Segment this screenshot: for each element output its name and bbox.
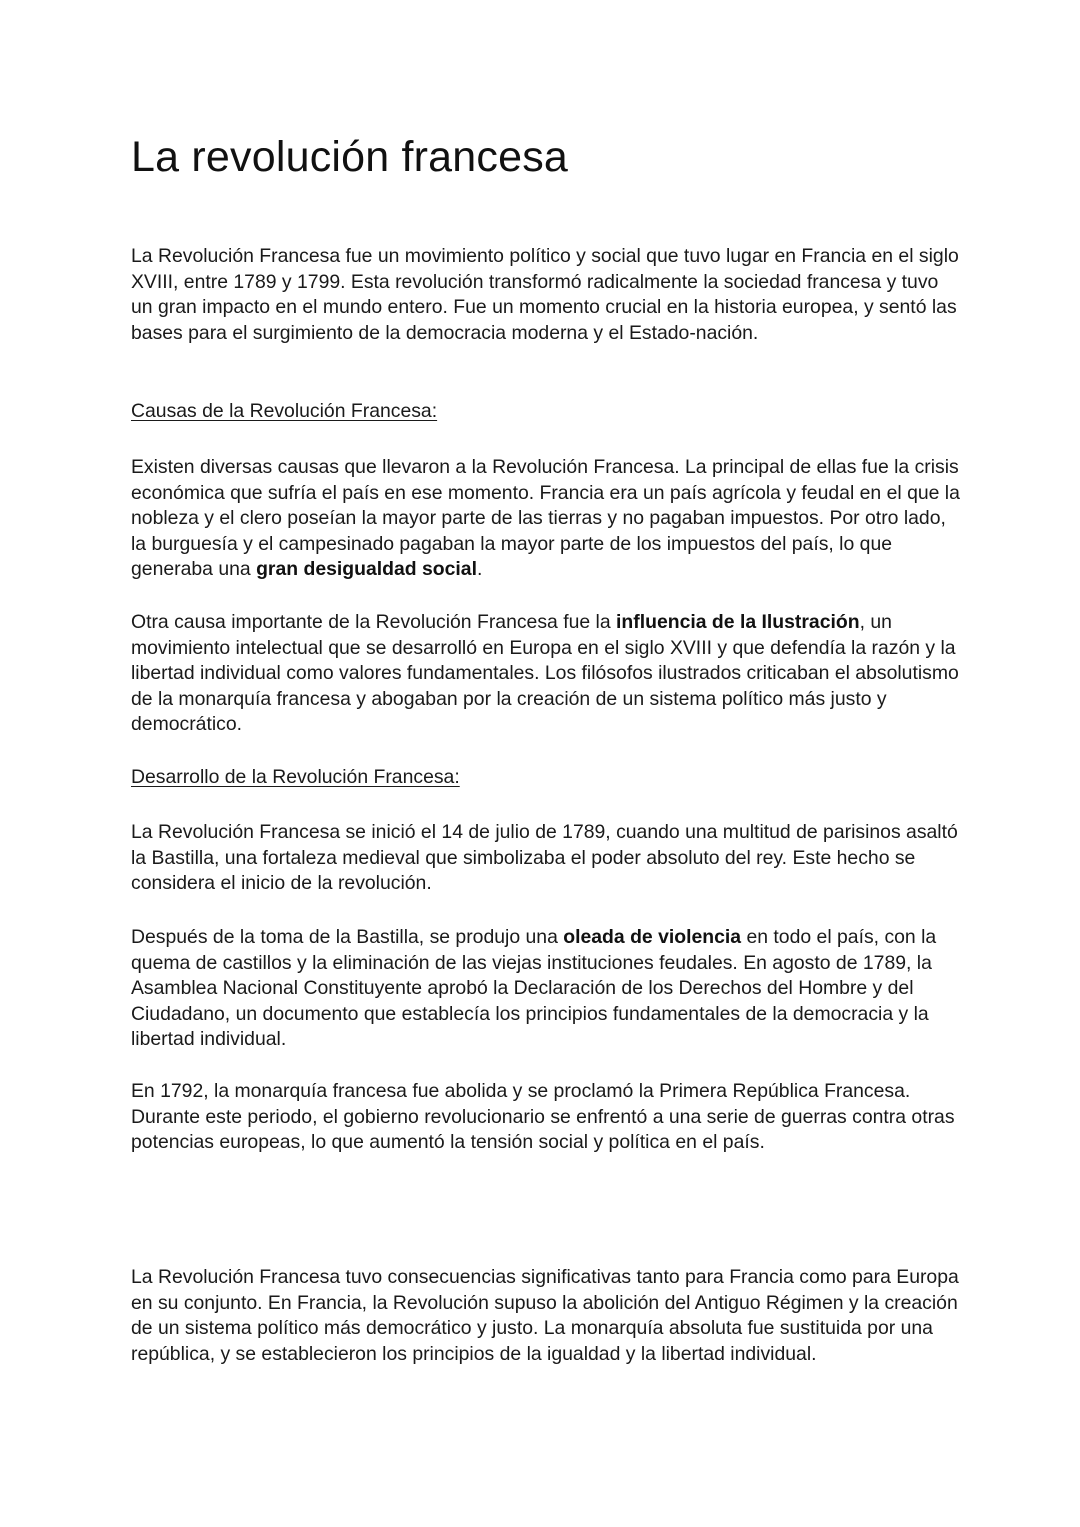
causes-p2-text-a: Otra causa importante de la Revolución Francesa fue la bbox=[131, 611, 617, 633]
page-title: La revolución francesa bbox=[131, 133, 569, 181]
causes-p1-bold: gran desigualdad social bbox=[256, 558, 477, 581]
causes-p1-text-a: Existen diversas causas que llevaron a la Revolución Francesa. La principal de ellas fue la crisis económica que sufría el país en ese momento. Francia era un país agrícola y feudal en el que la nobleza y el clero poseían la mayor parte de las tierras y no pagaban impuestos. Por otro lado, la burguesía y el campesinado pagaban la mayor parte de los impuestos del país, lo que generaba una bbox=[131, 456, 960, 581]
development-paragraph-3: En 1792, la monarquía francesa fue abolida y se proclamó la Primera República Francesa. Durante este periodo, el gobierno revolucionario se enfrentó a una serie de guerras contra otras potencias europeas, lo que aumentó la tensión social y política en el país. bbox=[131, 1080, 955, 1154]
causes-p2-text-b: , un movimiento intelectual que se desarrolló en Europa en el siglo XVIII y que defendía la razón y la libertad individual como valores fundamentales. Los filósofos ilustrados criticaban el absolutismo de la monarquía francesa y abogaban por la creación de un sistema político más justo y democrático. bbox=[131, 611, 959, 736]
development-p2-bold: oleada de violencia bbox=[563, 926, 742, 948]
development-paragraph-1: La Revolución Francesa se inició el 14 de julio de 1789, cuando una multitud de parisinos asaltó la Bastilla, una fortaleza medieval que simbolizaba el poder absoluto del rey. Este hecho se considera el inicio de la revolución. bbox=[131, 821, 958, 895]
causes-p1-text-b: . bbox=[476, 558, 483, 581]
intro-paragraph: La Revolución Francesa fue un movimiento político y social que tuvo lugar en Francia en el siglo XVIII, entre 1789 y 1799. Esta revolución transformó radicalmente la sociedad francesa y tuvo un gran impacto en el mundo entero. Fue un momento crucial en la historia europea, y sentó las bases para el surgimiento de la democracia moderna y el Estado-nación. bbox=[131, 245, 959, 344]
consequences-paragraph: La Revolución Francesa tuvo consecuencias significativas tanto para Francia como para Europa en su conjunto. En Francia, la Revolución supuso la abolición del Antiguo Régimen y la creación de un sistema político más democrático y justo. La monarquía absoluta fue sustituida por una república, y se establecieron los principios de la igualdad y la libertad individual. bbox=[131, 1266, 959, 1365]
development-paragraph-2 bbox=[131, 925, 961, 1053]
section-heading-causes: Causas de la Revolución Francesa: bbox=[131, 400, 438, 422]
development-p2-text-b: en todo el país, con la quema de castillos y la eliminación de las viejas instituciones feudales. En agosto de 1789, la Asamblea Nacional Constituyente aprobó la Declaración de los Derechos del Hombre y del Ciudadano, un documento que establecía los principios fundamentales de la democracia y la libertad individual. bbox=[131, 926, 937, 1051]
development-p2-text-a: Después de la toma de la Bastilla, se produjo una bbox=[131, 926, 564, 948]
causes-p2-bold: influencia de la Ilustración bbox=[616, 611, 860, 633]
causes-paragraph-1 bbox=[131, 455, 961, 583]
causes-paragraph-2 bbox=[131, 610, 961, 738]
section-heading-development: Desarrollo de la Revolución Francesa: bbox=[131, 766, 460, 788]
